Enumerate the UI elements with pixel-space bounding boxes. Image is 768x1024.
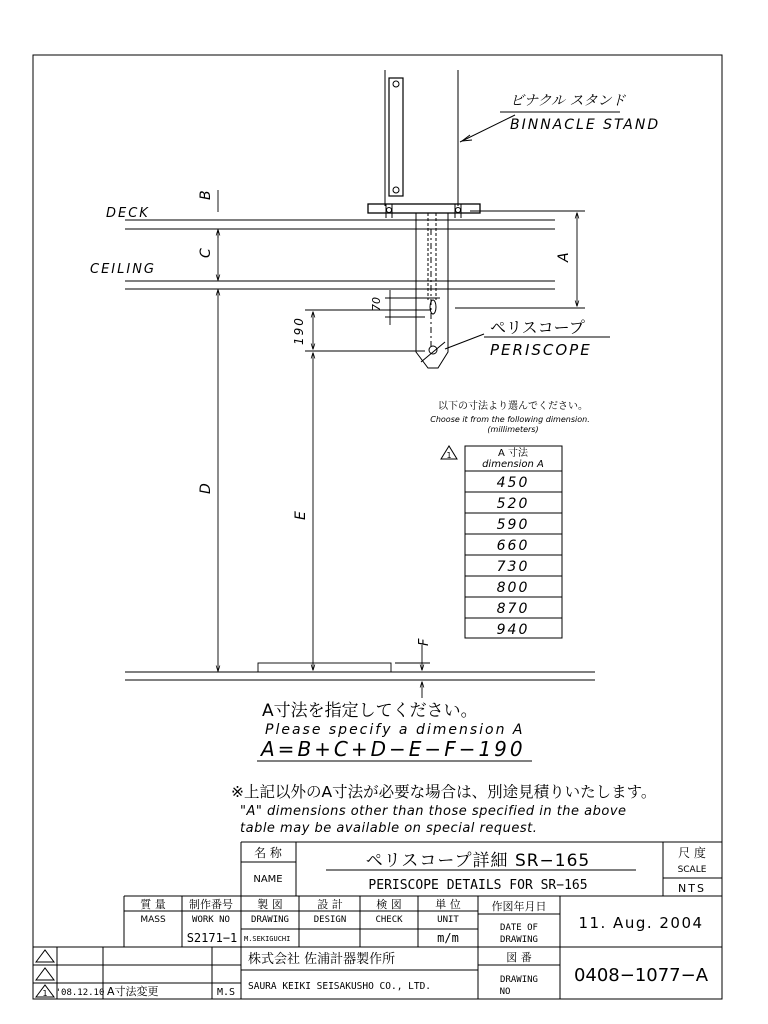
- unit-value: m/m: [437, 931, 459, 945]
- work-no-label-en: WORK NO: [192, 915, 230, 925]
- dimension-value: 590: [496, 517, 530, 533]
- stand-label-jp: ビナクル スタンド: [510, 93, 626, 109]
- revision-description: A寸法変更: [107, 985, 159, 998]
- unit-label-jp: 単 位: [435, 898, 461, 911]
- formula-equation: A=B+C+D−E−F−190: [261, 737, 526, 761]
- name-label-jp: 名 称: [254, 846, 282, 860]
- dim-b-label: B: [198, 190, 214, 200]
- design-label-en: DESIGN: [313, 915, 347, 925]
- date-label-en2: DRAWING: [500, 935, 538, 945]
- company-name-jp: 株式会社 佐浦計器製作所: [248, 952, 396, 967]
- revision-by: M.S: [216, 987, 236, 998]
- stand-label-en: BINNACLE STAND: [510, 117, 661, 133]
- drawing-label-jp: 製 図: [257, 898, 283, 911]
- dimension-value: 800: [496, 580, 530, 596]
- choose-note-en: Choose it from the following dimension.: [430, 415, 590, 424]
- dimension-lines: [218, 190, 585, 698]
- mass-label-jp: 質 量: [140, 898, 166, 911]
- drawing-by-value: M.SEKIGUCHI: [244, 935, 291, 943]
- warning-triangle-icon: [441, 446, 457, 460]
- dimension-value: 450: [496, 475, 530, 491]
- formula-jp: A寸法を指定してください。: [262, 701, 478, 721]
- dim-a-label: A: [556, 252, 572, 262]
- dim-d-label: D: [198, 483, 214, 494]
- table-header-jp: A 寸法: [497, 448, 529, 459]
- drawing-no-value: 0408−1077−A: [573, 965, 709, 986]
- dim-70-label: 70: [370, 297, 383, 311]
- scale-value: NTS: [678, 882, 706, 895]
- name-label-en: NAME: [253, 874, 283, 885]
- dimension-value: 730: [496, 559, 530, 575]
- periscope-label-jp: ペリスコープ: [490, 318, 585, 337]
- binnacle-stand-graphic: [368, 70, 480, 218]
- choose-note-unit: (millimeters): [487, 425, 539, 434]
- unit-label-en: UNIT: [437, 915, 459, 925]
- note-en-line1: "A" dimensions other than those specified in the above: [240, 804, 627, 819]
- work-no-value: S2171−1: [186, 931, 238, 945]
- dim-190-label: 190: [292, 316, 306, 345]
- drawing-title-en: PERISCOPE DETAILS FOR SR−165: [368, 878, 588, 893]
- dimension-value: 870: [496, 601, 530, 617]
- periscope-graphic: [416, 213, 448, 368]
- revision-date: '08.12.10: [55, 988, 105, 998]
- dim-f-label: F: [417, 638, 432, 646]
- revision-mark: 1: [42, 989, 48, 998]
- note-en-line2: table may be available on special request.: [240, 821, 538, 836]
- date-label-en1: DATE OF: [500, 923, 538, 933]
- dimension-value: 660: [496, 538, 530, 554]
- date-value: 11. Aug. 2004: [578, 914, 704, 932]
- work-no-label-jp: 制作番号: [189, 898, 233, 911]
- company-name-en: SAURA KEIKI SEISAKUSHO CO., LTD.: [248, 981, 432, 992]
- scale-label-en: SCALE: [677, 865, 707, 875]
- drawing-title-jp: ペリスコープ詳細 SR−165: [365, 851, 591, 871]
- mass-label-en: MASS: [140, 915, 166, 925]
- design-label-jp: 設 計: [317, 898, 343, 911]
- dimension-value: 940: [496, 622, 530, 638]
- note-jp: ※上記以外のA寸法が必要な場合は、別途見積りいたします。: [231, 783, 657, 801]
- drawing-no-label-en1: DRAWING: [500, 975, 538, 985]
- dimension-values: [497, 475, 530, 638]
- drawing-no-label-jp: 図 番: [506, 951, 532, 964]
- svg-text:1: 1: [446, 451, 452, 460]
- ceiling-label: CEILING: [90, 262, 156, 277]
- formula-en: Please specify a dimension A: [265, 722, 525, 738]
- dim-e-label: E: [293, 511, 309, 520]
- deck-label: DECK: [106, 206, 150, 221]
- drawing-label-en: DRAWING: [251, 915, 289, 925]
- date-label-jp: 作図年月日: [491, 900, 547, 913]
- scale-label-jp: 尺 度: [678, 846, 706, 860]
- check-label-jp: 検 図: [376, 898, 402, 911]
- dimension-value: 520: [496, 496, 530, 512]
- choose-note-jp: 以下の寸法より選んでください。: [438, 401, 588, 412]
- periscope-label-en: PERISCOPE: [490, 341, 592, 359]
- dim-c-label: C: [198, 248, 214, 258]
- table-header-en: dimension A: [482, 459, 544, 470]
- drawing-no-label-en2: NO: [499, 987, 511, 997]
- check-label-en: CHECK: [375, 915, 403, 925]
